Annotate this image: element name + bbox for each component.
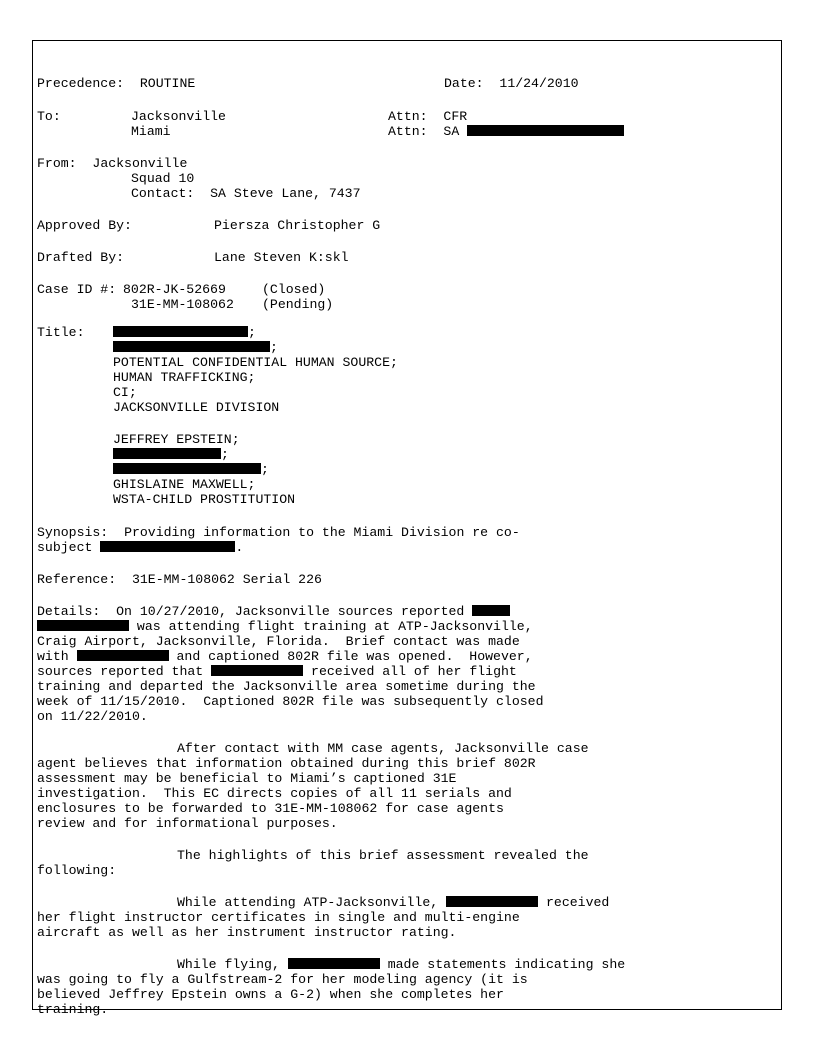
details-line: was going to fly a Gulfstream-2 for her modeling agency (it is <box>37 972 528 987</box>
attn-line-2 <box>388 124 624 139</box>
from-line <box>37 156 187 171</box>
case-id-1: 802R-JK-52669 <box>123 282 226 297</box>
redaction-bar <box>77 650 169 661</box>
redaction-bar <box>113 463 261 474</box>
attn-label: Attn: <box>388 124 428 139</box>
reference-value: 31E-MM-108062 Serial 226 <box>131 572 322 587</box>
approved-label: Approved By: <box>37 218 132 233</box>
attn-value: CFR <box>443 109 468 124</box>
synopsis-line-1: Synopsis: Providing information to the Miami Division re co- <box>37 525 520 540</box>
case-id-1-status: (Closed) <box>262 282 326 297</box>
to-recipient-1: Jacksonville <box>131 109 226 124</box>
details-line: believed Jeffrey Epstein owns a G-2) when she completes her <box>37 987 504 1002</box>
details-line: investigation. This EC directs copies of all 11 serials and <box>37 786 512 801</box>
title-item: JEFFREY EPSTEIN; <box>113 432 240 447</box>
attn-label: Attn: <box>388 109 428 124</box>
title-item: WSTA-CHILD PROSTITUTION <box>113 492 296 507</box>
redaction-bar <box>211 665 303 676</box>
details-line: on 11/22/2010. <box>37 709 148 724</box>
redaction-bar <box>288 958 380 969</box>
details-line: following: <box>37 863 117 878</box>
title-label: Title: <box>37 325 85 340</box>
title-redacted-line: ; <box>113 340 278 355</box>
synopsis-label: Synopsis: <box>37 525 109 540</box>
precedence-label: Precedence: <box>37 76 125 91</box>
title-redacted-line: ; <box>113 325 256 340</box>
drafted-label: Drafted By: <box>37 250 125 265</box>
title-item: JACKSONVILLE DIVISION <box>113 400 280 415</box>
from-value: Jacksonville <box>92 156 188 171</box>
drafted-value: Lane Steven K:skl <box>214 250 349 265</box>
title-item: HUMAN TRAFFICKING; <box>113 370 256 385</box>
case-id-label: Case ID #: <box>37 282 117 297</box>
to-label: To: <box>37 109 61 124</box>
redaction-bar <box>100 541 235 552</box>
details-line: While attending ATP-Jacksonville, received <box>177 895 610 910</box>
title-item: CI; <box>113 385 137 400</box>
details-line: The highlights of this brief assessment revealed the <box>177 848 589 863</box>
details-line: agent believes that information obtained during this brief 802R <box>37 756 536 771</box>
precedence-line <box>37 76 195 91</box>
reference-label: Reference: <box>37 572 117 587</box>
attn-line-1 <box>388 109 467 124</box>
redaction-bar <box>113 448 221 459</box>
details-line: sources reported that received all of her flight <box>37 664 517 679</box>
from-label: From: <box>37 156 77 171</box>
redaction-bar <box>113 326 248 337</box>
reference-line <box>37 572 322 587</box>
to-recipient-2: Miami <box>131 124 171 139</box>
title-item: POTENTIAL CONFIDENTIAL HUMAN SOURCE; <box>113 355 398 370</box>
details-line: training and departed the Jacksonville area sometime during the <box>37 679 536 694</box>
title-item: GHISLAINE MAXWELL; <box>113 477 256 492</box>
details-line: training. <box>37 1002 109 1017</box>
details-line: was attending flight training at ATP-Jacksonville, <box>37 619 533 634</box>
date-line <box>444 76 579 91</box>
precedence-value: ROUTINE <box>139 76 196 91</box>
date-label: Date: <box>444 76 484 91</box>
case-id-2-status: (Pending) <box>262 297 334 312</box>
approved-value: Piersza Christopher G <box>214 218 381 233</box>
title-redacted-line: ; <box>113 447 229 462</box>
from-contact: Contact: SA Steve Lane, 7437 <box>131 186 361 201</box>
redaction-bar <box>113 341 270 352</box>
details-label: Details: <box>37 604 101 619</box>
synopsis-line-2: subject . <box>37 540 244 555</box>
details-line: After contact with MM case agents, Jacksonville case <box>177 741 589 756</box>
redaction-bar <box>37 620 129 631</box>
redaction-bar <box>467 125 624 136</box>
from-squad: Squad 10 <box>131 171 195 186</box>
details-line: Craig Airport, Jacksonville, Florida. Brief contact was made <box>37 634 520 649</box>
redaction-bar <box>472 605 510 616</box>
details-line: While flying, made statements indicating she <box>177 957 626 972</box>
details-line: assessment may be beneficial to Miami’s captioned 31E <box>37 771 457 786</box>
title-redacted-line: ; <box>113 462 269 477</box>
details-line: week of 11/15/2010. Captioned 802R file was subsequently closed <box>37 694 544 709</box>
date-value: 11/24/2010 <box>499 76 579 91</box>
details-line: her flight instructor certificates in single and multi-engine <box>37 910 520 925</box>
details-line: Details: On 10/27/2010, Jacksonville sources reported <box>37 604 510 619</box>
details-line: aircraft as well as her instrument instructor rating. <box>37 925 457 940</box>
details-line: review and for informational purposes. <box>37 816 338 831</box>
case-id-2: 31E-MM-108062 <box>131 297 234 312</box>
attn-value: SA <box>443 124 460 139</box>
redaction-bar <box>446 896 538 907</box>
details-line: enclosures to be forwarded to 31E-MM-108062 for case agents <box>37 801 504 816</box>
details-line: with and captioned 802R file was opened. However, <box>37 649 533 664</box>
